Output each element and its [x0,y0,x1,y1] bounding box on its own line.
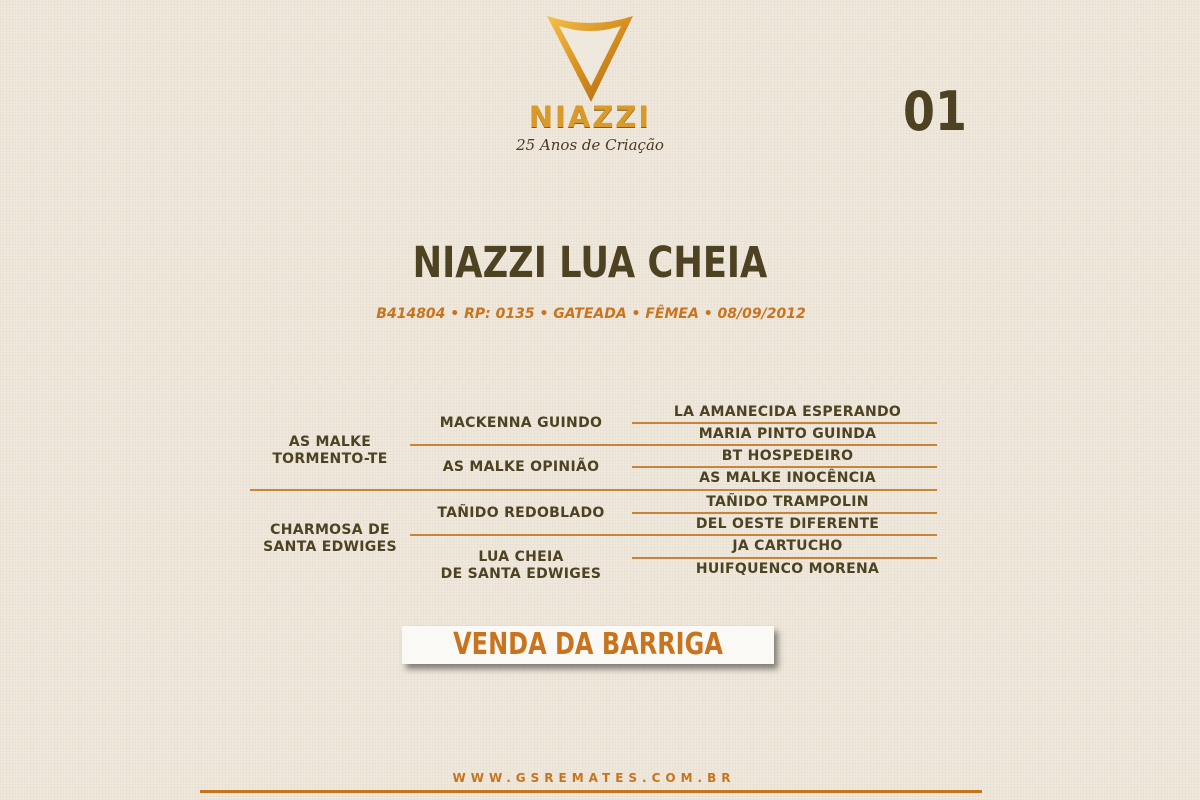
pedigree-dam: CHARMOSA DE SANTA EDWIGES [263,522,397,555]
pedigree-divider [632,466,937,468]
pedigree-sire: AS MALKE TORMENTO-TE [272,434,388,467]
animal-details: B414804 • RP: 0135 • GATEADA • FÊMEA • 08/09/2012 [376,306,806,322]
footer-divider [200,790,982,793]
triangle-emblem-icon [545,12,635,104]
pedigree-ggp: AS MALKE INOCÊNCIA [699,470,876,486]
pedigree-sire-dam: AS MALKE OPINIÃO [442,459,600,475]
animal-name: NIAZZI LUA CHEIA [412,238,768,288]
footer-website[interactable]: WWW.GSREMATES.COM.BR [452,771,736,785]
pedigree-divider [632,512,937,514]
pedigree-divider [250,489,937,491]
pedigree-dam-sire: TAÑIDO REDOBLADO [437,505,605,521]
brand-name: NIAZZI [528,100,652,134]
niazzi-logo [500,12,700,162]
pedigree-ggp: LA AMANECIDA ESPERANDO [673,404,902,420]
brand-tagline: 25 Anos de Criação [516,136,664,154]
pedigree-divider [632,557,937,559]
sale-type-label: VENDA DA BARRIGA [453,627,723,662]
pedigree-ggp: JA CARTUCHO [732,538,843,554]
pedigree-ggp: BT HOSPEDEIRO [721,448,854,464]
pedigree-ggp: MARIA PINTO GUINDA [698,426,877,442]
pedigree-ggp: DEL OESTE DIFERENTE [695,516,880,532]
pedigree-divider [410,534,937,536]
pedigree-divider [410,444,937,446]
pedigree-dam-dam: LUA CHEIA DE SANTA EDWIGES [440,549,602,582]
sale-type-banner [402,626,774,664]
lot-number: 01 [903,80,967,143]
pedigree-ggp: HUIFQUENCO MORENA [695,561,880,577]
pedigree-ggp: TAÑIDO TRAMPOLIN [706,494,869,510]
pedigree-sire-sire: MACKENNA GUINDO [439,415,603,431]
pedigree-divider [632,422,937,424]
